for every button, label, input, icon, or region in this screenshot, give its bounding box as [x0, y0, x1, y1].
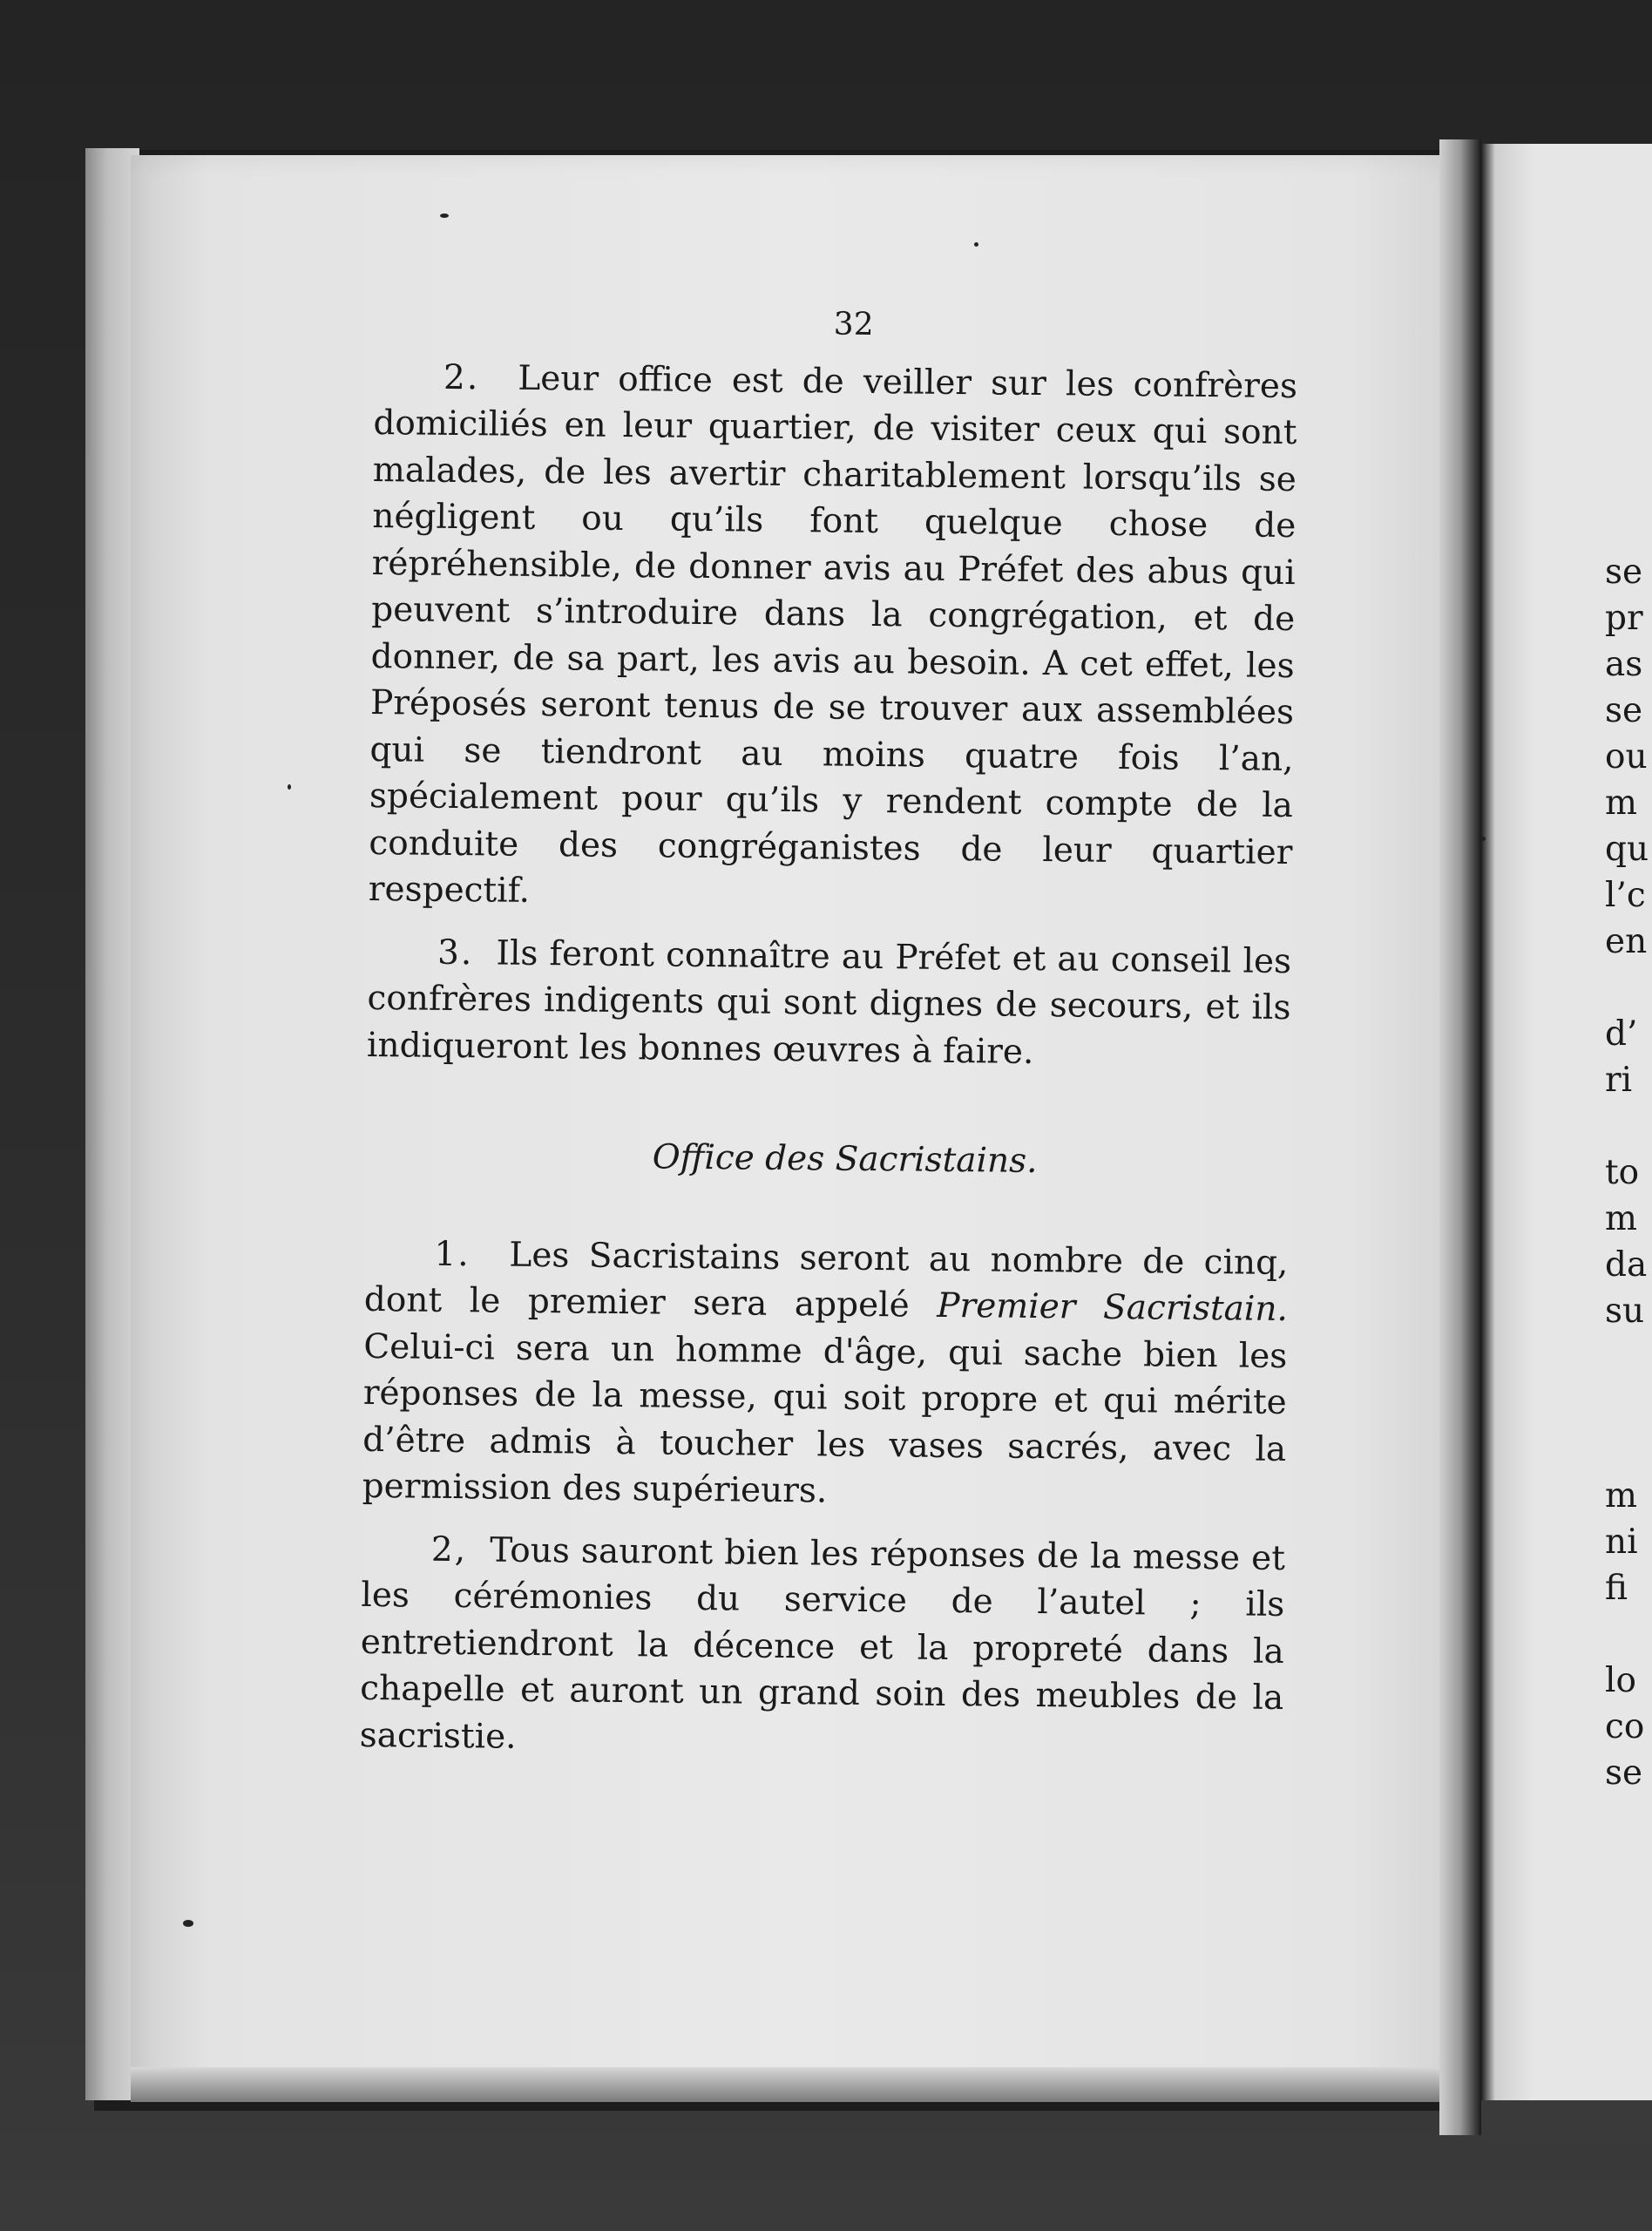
speck-mark — [1481, 837, 1486, 841]
paragraph-prepose-3 — [367, 928, 1292, 1078]
book-gutter — [1439, 139, 1481, 2135]
fragment-line: co — [1605, 1707, 1645, 1746]
blank-line — [1605, 1427, 1652, 1473]
speck-mark — [440, 214, 449, 218]
fragment-line: se — [1605, 691, 1643, 730]
fragment-line: se — [1605, 553, 1643, 592]
fragment-line: d’ — [1605, 1014, 1638, 1054]
paragraph-text: Les Sacristains seront au nombre de cinq, dont le premier sera appelé — [363, 1235, 1289, 1326]
paragraph-text: Celui-ci sera un homme d'âge, qui sache bien les réponses de la messe, qui soit propre et qui mérite d’être admis à toucher les vases sacrés, avec la permission des supérieurs. — [362, 1326, 1288, 1511]
left-page-bottom-edge — [131, 2067, 1468, 2102]
speck-mark — [288, 784, 291, 790]
paragraph-number: 2, — [430, 1529, 468, 1570]
speck-mark — [974, 242, 978, 247]
fragment-line: m — [1605, 1199, 1637, 1238]
page-number: 32 — [833, 306, 874, 342]
fragment-line: l’c — [1605, 876, 1646, 915]
paragraph-text: Tous sauront bien les réponses de la messe et les cérémonies du service de l’autel ; ils entretiendront la décence et la propreté dans la chapelle et auront un grand soin des meubles de la sacristie. — [359, 1529, 1286, 1757]
blank-line — [1605, 1611, 1652, 1658]
italic-term: Premier Sacristain. — [937, 1285, 1289, 1330]
left-page-text — [359, 296, 1298, 1768]
paragraph-number: 3. — [437, 932, 474, 973]
paragraph-text: Leur office est de veiller sur les confrères domiciliés en leur quartier, de visiter ceux qui sont malades, de les avertir charitablement lorsqu’ils se négligent ou qu’ils font quelque chose de répréhensible, de donner avis au Préfet des abus qui peuvent s’introduire dans la congrégation, et de donner, de sa part, les avis au besoin. A cet effet, les Préposés seront tenus de se trouver aux assemblées qui se tiendront au moins quatre fois l’an, spécialement pour qu’ils y rendent compte de la conduite des congréganistes de leur quartier respectif. — [368, 358, 1298, 911]
right-page-text-fragments — [1605, 549, 1652, 1796]
fragment-line: ri — [1605, 1061, 1633, 1100]
speck-mark — [183, 1920, 193, 1927]
section-heading: Office des Sacristains. — [652, 1137, 1038, 1182]
fragment-line: en — [1605, 922, 1648, 961]
paragraph-text: Ils feront connaître au Préfet et au conseil les confrères indigents qui sont dignes de secours, et ils indiqueront les bonnes œuvres à faire. — [366, 933, 1292, 1072]
fragment-line: da — [1605, 1245, 1648, 1285]
paragraph-number: 2. — [443, 357, 480, 397]
fragment-line: qu — [1605, 830, 1649, 869]
fragment-line: se — [1605, 1753, 1643, 1793]
blank-line — [1605, 1334, 1652, 1380]
paragraph-prepose-2 — [369, 353, 1298, 922]
blank-line — [1605, 965, 1652, 1011]
fragment-line: as — [1605, 645, 1643, 684]
paragraph-sacristains-1 — [362, 1230, 1288, 1519]
paragraph-sacristains-2 — [359, 1525, 1285, 1768]
fragment-line: su — [1605, 1292, 1645, 1331]
fragment-line: m — [1605, 1476, 1637, 1516]
right-page-bottom-shadow — [1481, 2100, 1652, 2144]
blank-line — [1605, 1103, 1652, 1149]
blank-line — [1605, 1380, 1652, 1427]
fragment-line: ni — [1605, 1522, 1638, 1562]
fragment-line: ou — [1605, 737, 1648, 776]
fragment-line: to — [1605, 1153, 1640, 1192]
fragment-line: m — [1605, 783, 1637, 823]
fragment-line: pr — [1605, 599, 1643, 638]
paragraph-number: 1. — [434, 1234, 471, 1274]
fragment-line: fi — [1605, 1569, 1628, 1608]
fragment-line: lo — [1605, 1661, 1636, 1700]
